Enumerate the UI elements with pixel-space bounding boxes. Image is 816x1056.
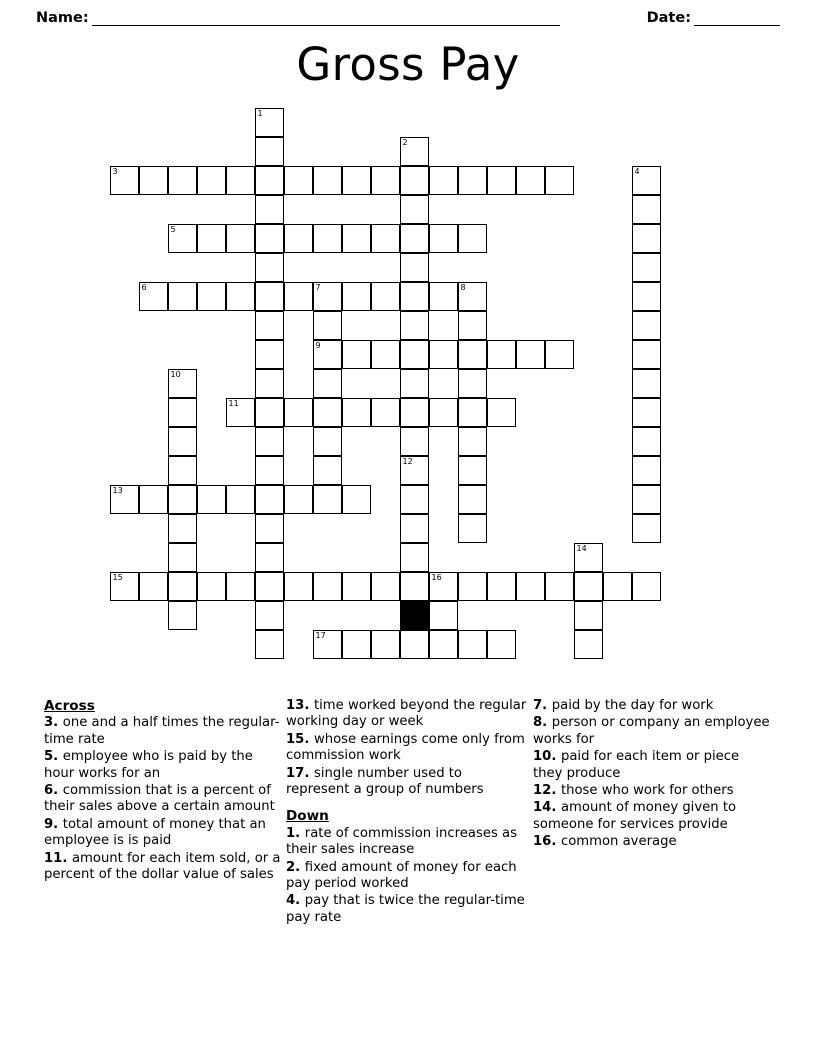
grid-cell[interactable]: [574, 572, 603, 601]
grid-cell[interactable]: [545, 340, 574, 369]
grid-cell[interactable]: [255, 166, 284, 195]
grid-cell[interactable]: [313, 282, 342, 311]
grid-cell[interactable]: [226, 224, 255, 253]
clue-text: common average: [560, 834, 677, 850]
grid-cell[interactable]: [313, 427, 342, 456]
grid-cell[interactable]: [342, 485, 371, 514]
clue-down-7: [533, 698, 772, 714]
clue-across-9: [44, 817, 282, 850]
grid-cell[interactable]: [226, 398, 255, 427]
grid-cell[interactable]: [342, 630, 371, 659]
grid-cell[interactable]: [139, 572, 168, 601]
grid-cell[interactable]: [400, 195, 429, 224]
grid-cell[interactable]: [313, 340, 342, 369]
clue-number: 11.: [44, 850, 72, 866]
clue-number: 8.: [533, 715, 552, 731]
grid-cell[interactable]: [342, 572, 371, 601]
worksheet-header: [36, 4, 780, 26]
grid-cell[interactable]: [168, 398, 197, 427]
grid-cell[interactable]: [255, 195, 284, 224]
grid-cell[interactable]: [313, 630, 342, 659]
grid-cell[interactable]: [458, 340, 487, 369]
date-field-group: [647, 10, 780, 26]
grid-cell[interactable]: [632, 253, 661, 282]
grid-cell[interactable]: [400, 369, 429, 398]
grid-cell[interactable]: [574, 601, 603, 630]
clue-text: amount of money given to someone for services provide: [533, 800, 737, 832]
clue-text: time worked beyond the regular working day or week: [286, 698, 527, 730]
grid-cell[interactable]: [226, 572, 255, 601]
grid-cell[interactable]: [255, 543, 284, 572]
grid-cell[interactable]: [255, 108, 284, 137]
grid-cell[interactable]: [110, 572, 139, 601]
grid-cell[interactable]: [168, 485, 197, 514]
grid-cell[interactable]: [400, 398, 429, 427]
date-label: Date:: [646, 10, 691, 26]
grid-cell[interactable]: [255, 485, 284, 514]
clue-down-12: [533, 783, 772, 799]
grid-cell[interactable]: [284, 224, 313, 253]
clue-text: person or company an employee works for: [533, 715, 770, 747]
grid-cell[interactable]: [400, 630, 429, 659]
clue-number: 15.: [286, 731, 314, 747]
grid-cell[interactable]: [255, 311, 284, 340]
grid-cell-number: 7: [315, 283, 321, 292]
grid-cell[interactable]: [342, 224, 371, 253]
grid-cell[interactable]: [458, 224, 487, 253]
grid-cell[interactable]: [458, 427, 487, 456]
grid-cell[interactable]: [458, 456, 487, 485]
grid-cell[interactable]: [429, 282, 458, 311]
grid-cell[interactable]: [632, 311, 661, 340]
grid-cell[interactable]: [400, 572, 429, 601]
grid-cell-number: 1: [257, 109, 263, 118]
grid-cell[interactable]: [516, 572, 545, 601]
clue-across-11: [44, 851, 282, 884]
clue-text: total amount of money that an employee is is paid: [44, 816, 266, 849]
name-write-line[interactable]: [92, 12, 560, 26]
grid-cell[interactable]: [371, 282, 400, 311]
grid-cell[interactable]: [400, 543, 429, 572]
grid-cell[interactable]: [487, 166, 516, 195]
grid-cell[interactable]: [284, 572, 313, 601]
grid-cell[interactable]: [400, 311, 429, 340]
grid-cell-number: 6: [141, 283, 147, 292]
grid-cell[interactable]: [226, 485, 255, 514]
grid-cell[interactable]: [429, 224, 458, 253]
clue-number: 13.: [286, 698, 314, 713]
clue-down-4: [286, 893, 529, 926]
page-title: Gross Pay: [296, 38, 520, 91]
grid-cell[interactable]: [313, 456, 342, 485]
clue-number: 14.: [533, 800, 561, 816]
grid-cell[interactable]: [458, 398, 487, 427]
grid-cell[interactable]: [632, 572, 661, 601]
grid-cell[interactable]: [255, 253, 284, 282]
grid-cell[interactable]: [284, 398, 313, 427]
grid-cell[interactable]: [255, 456, 284, 485]
grid-cell-number: 3: [112, 167, 118, 176]
grid-cell[interactable]: [371, 166, 400, 195]
clue-across-13: [286, 698, 529, 731]
grid-cell[interactable]: [168, 166, 197, 195]
grid-cell[interactable]: [255, 572, 284, 601]
grid-cell[interactable]: [284, 485, 313, 514]
clue-text: fixed amount of money for each pay period worked: [286, 859, 517, 892]
name-field-group: [36, 10, 560, 26]
grid-cell[interactable]: [574, 630, 603, 659]
grid-cell[interactable]: [197, 572, 226, 601]
grid-cell[interactable]: [342, 398, 371, 427]
clues-section: [44, 698, 772, 988]
grid-cell[interactable]: [168, 514, 197, 543]
grid-cell[interactable]: [632, 340, 661, 369]
grid-cell[interactable]: [313, 166, 342, 195]
clue-text: those who work for others: [560, 783, 734, 799]
grid-cell[interactable]: [371, 572, 400, 601]
grid-cell-number: 17: [315, 631, 326, 640]
clue-text: one and a half times the regular-time rate: [44, 715, 280, 747]
grid-cell[interactable]: [429, 572, 458, 601]
grid-cell[interactable]: [632, 369, 661, 398]
clue-down-16: [533, 834, 772, 850]
grid-cell[interactable]: [400, 485, 429, 514]
grid-cell[interactable]: [487, 572, 516, 601]
clue-down-8: [533, 715, 772, 748]
name-label: Name:: [36, 10, 89, 26]
date-write-line[interactable]: [694, 12, 780, 26]
grid-cell[interactable]: [632, 514, 661, 543]
grid-cell[interactable]: [400, 514, 429, 543]
grid-cell[interactable]: [632, 195, 661, 224]
clue-down-10: [533, 749, 772, 782]
grid-cell[interactable]: [168, 543, 197, 572]
grid-cell[interactable]: [197, 282, 226, 311]
grid-cell[interactable]: [516, 166, 545, 195]
grid-cell[interactable]: [487, 630, 516, 659]
grid-cell[interactable]: [458, 311, 487, 340]
clue-number: 5.: [44, 749, 63, 765]
grid-cell[interactable]: [545, 572, 574, 601]
grid-cell[interactable]: [168, 282, 197, 311]
grid-cell[interactable]: [255, 340, 284, 369]
grid-cell[interactable]: [168, 369, 197, 398]
grid-cell[interactable]: [458, 572, 487, 601]
grid-cell[interactable]: [313, 572, 342, 601]
grid-cell-number: 12: [402, 457, 413, 466]
grid-cell-number: 11: [228, 399, 239, 408]
grid-cell[interactable]: [313, 369, 342, 398]
grid-cell[interactable]: [139, 282, 168, 311]
grid-cell[interactable]: [197, 166, 226, 195]
clue-number: 6.: [44, 783, 63, 799]
grid-cell-blocked: [400, 601, 429, 630]
grid-cell[interactable]: [487, 398, 516, 427]
grid-cell[interactable]: [284, 166, 313, 195]
grid-cell[interactable]: [197, 224, 226, 253]
grid-cell[interactable]: [429, 601, 458, 630]
grid-cell[interactable]: [371, 630, 400, 659]
grid-cell[interactable]: [342, 340, 371, 369]
grid-cell-number: 4: [634, 167, 640, 176]
clue-text: employee who is paid by the hour works for an: [44, 749, 253, 781]
grid-cell[interactable]: [313, 485, 342, 514]
grid-cell[interactable]: [168, 427, 197, 456]
grid-cell[interactable]: [110, 166, 139, 195]
grid-cell[interactable]: [458, 369, 487, 398]
grid-cell[interactable]: [197, 485, 226, 514]
clue-across-3: [44, 715, 282, 748]
grid-cell[interactable]: [516, 340, 545, 369]
grid-cell[interactable]: [226, 282, 255, 311]
clue-text: rate of commission increases as their sales increase: [286, 825, 517, 858]
grid-cell[interactable]: [168, 572, 197, 601]
grid-cell[interactable]: [110, 485, 139, 514]
clues-column-1: [44, 698, 282, 884]
grid-cell-number: 2: [402, 138, 408, 147]
clue-number: 16.: [533, 834, 561, 850]
grid-cell[interactable]: [255, 630, 284, 659]
grid-cell[interactable]: [226, 166, 255, 195]
clue-number: 2.: [286, 859, 305, 875]
crossword-grid[interactable]: [110, 108, 710, 668]
clue-number: 4.: [286, 893, 305, 909]
grid-cell[interactable]: [458, 282, 487, 311]
grid-cell[interactable]: [400, 340, 429, 369]
grid-cell[interactable]: [342, 166, 371, 195]
grid-cell-number: 10: [170, 370, 181, 379]
grid-cell[interactable]: [168, 456, 197, 485]
grid-cell[interactable]: [371, 398, 400, 427]
grid-cell[interactable]: [632, 282, 661, 311]
grid-cell[interactable]: [458, 166, 487, 195]
grid-cell[interactable]: [400, 456, 429, 485]
grid-cell[interactable]: [255, 224, 284, 253]
grid-cell[interactable]: [284, 282, 313, 311]
grid-cell[interactable]: [632, 166, 661, 195]
grid-cell[interactable]: [632, 427, 661, 456]
clue-across-5: [44, 749, 282, 782]
grid-cell[interactable]: [632, 456, 661, 485]
clue-number: 9.: [44, 816, 63, 832]
grid-cell[interactable]: [429, 398, 458, 427]
grid-cell[interactable]: [255, 601, 284, 630]
grid-cell[interactable]: [400, 427, 429, 456]
clue-text: paid by the day for work: [551, 698, 714, 713]
grid-cell[interactable]: [429, 166, 458, 195]
grid-cell[interactable]: [487, 340, 516, 369]
grid-cell[interactable]: [313, 224, 342, 253]
clues-column-2: [286, 698, 529, 927]
grid-cell-number: 9: [315, 341, 321, 350]
grid-cell[interactable]: [400, 166, 429, 195]
grid-cell[interactable]: [400, 137, 429, 166]
clue-down-1: [286, 826, 529, 859]
grid-cell[interactable]: [371, 340, 400, 369]
grid-cell[interactable]: [632, 224, 661, 253]
clue-text: commission that is a percent of their sales above a certain amount: [44, 783, 275, 815]
grid-cell-number: 15: [112, 573, 123, 582]
clue-number: 7.: [533, 698, 552, 713]
clue-text: paid for each item or piece they produce: [533, 749, 740, 781]
grid-cell[interactable]: [458, 485, 487, 514]
grid-cell-number: 16: [431, 573, 442, 582]
clues-column-3: [533, 698, 772, 852]
grid-cell[interactable]: [429, 340, 458, 369]
grid-cell[interactable]: [313, 311, 342, 340]
clue-text: amount for each item sold, or a percent of the dollar value of sales: [44, 850, 281, 883]
clue-down-2: [286, 860, 529, 893]
grid-cell-number: 8: [460, 283, 466, 292]
grid-cell[interactable]: [255, 369, 284, 398]
clue-across-17: [286, 766, 529, 799]
grid-cell[interactable]: [255, 398, 284, 427]
clue-number: 10.: [533, 749, 561, 765]
grid-cell[interactable]: [458, 630, 487, 659]
clue-down-14: [533, 800, 772, 833]
grid-cell[interactable]: [313, 398, 342, 427]
grid-cell[interactable]: [574, 543, 603, 572]
clue-text: pay that is twice the regular-time pay rate: [286, 893, 525, 925]
grid-cell-number: 13: [112, 486, 123, 495]
grid-cell-number: 14: [576, 544, 587, 553]
clue-across-15: [286, 732, 529, 765]
across-heading: Across: [44, 698, 95, 714]
grid-cell[interactable]: [342, 282, 371, 311]
grid-cell[interactable]: [458, 514, 487, 543]
grid-cell[interactable]: [139, 166, 168, 195]
grid-cell[interactable]: [429, 630, 458, 659]
clue-text: whose earnings come only from commission work: [286, 731, 525, 764]
clue-number: 3.: [44, 715, 63, 731]
grid-cell[interactable]: [400, 253, 429, 282]
clue-number: 12.: [533, 783, 561, 799]
grid-cell[interactable]: [168, 601, 197, 630]
down-heading: Down: [286, 808, 329, 825]
clue-text: single number used to represent a group of numbers: [286, 765, 484, 798]
grid-cell[interactable]: [255, 514, 284, 543]
clue-number: 17.: [286, 765, 314, 781]
grid-cell[interactable]: [632, 485, 661, 514]
grid-cell[interactable]: [400, 224, 429, 253]
clue-across-6: [44, 783, 282, 816]
grid-cell[interactable]: [255, 282, 284, 311]
grid-cell[interactable]: [603, 572, 632, 601]
grid-cell-number: 5: [170, 225, 176, 234]
grid-cell[interactable]: [400, 282, 429, 311]
grid-cell[interactable]: [545, 166, 574, 195]
clue-number: 1.: [286, 825, 305, 841]
grid-cell[interactable]: [255, 427, 284, 456]
grid-cell[interactable]: [632, 398, 661, 427]
grid-cell[interactable]: [168, 224, 197, 253]
grid-cell[interactable]: [139, 485, 168, 514]
grid-cell[interactable]: [255, 137, 284, 166]
grid-cell[interactable]: [371, 224, 400, 253]
clue-spacer: [286, 799, 529, 808]
